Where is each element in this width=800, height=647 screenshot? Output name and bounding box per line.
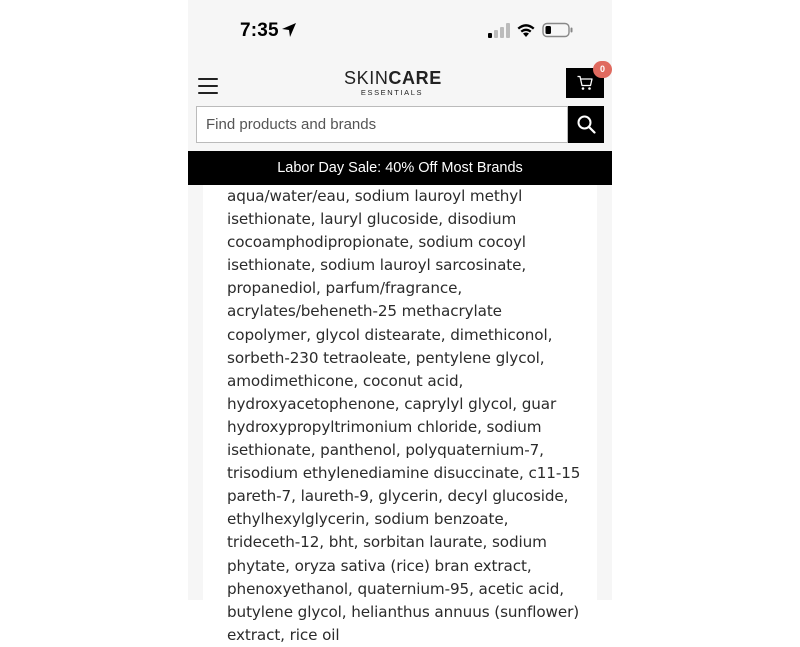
search-button[interactable]	[568, 106, 604, 143]
promo-banner[interactable]: Labor Day Sale: 40% Off Most Brands	[188, 151, 612, 185]
shopping-cart-icon	[577, 75, 593, 91]
logo-wordmark: SKINCARE	[344, 68, 442, 88]
hamburger-menu-icon[interactable]	[198, 78, 218, 94]
wifi-icon	[516, 22, 536, 38]
battery-icon	[542, 22, 574, 38]
logo-subtitle: ESSENTIALS	[360, 88, 424, 97]
cart-count-badge: 0	[593, 61, 612, 78]
ingredients-card	[203, 185, 597, 644]
ingredients-text: aqua/water/eau, sodium lauroyl methyl isethionate, lauryl glucoside, disodium cocoamphodipropionate, sodium cocoyl isethionate, sodium lauroyl sarcosinate, propanediol, parfum/fragrance, acrylates/beheneth-25 methacrylate copolymer, glycol distearate, dimethiconol, sorbeth-230 tetraoleate, pentylene glycol, amodimethicone, coconut acid, hydroxyacetophenone, caprylyl glycol, guar hydroxypropyltrimonium chloride, sodium isethionate, panthenol, polyquaternium-7, trisodium ethylenediamine disuccinate, c11-15 pareth-7, laureth-9, glycerin, decyl glucoside, ethylhexylglycerin, sodium benzoate, trideceth-12, bht, sorbitan laurate, sodium phytate, oryza sativa (rice) bran extract, phenoxyethanol, quaternium-95, acetic acid, butylene glycol, helianthus annuus (sunflower) extract, rice oil	[227, 187, 581, 644]
phone-screen	[188, 0, 612, 644]
status-bar	[188, 0, 612, 60]
status-time: 7:35	[240, 20, 279, 41]
cellular-signal-icon	[488, 23, 510, 38]
search-icon	[577, 115, 596, 134]
location-arrow-icon	[281, 22, 297, 38]
brand-logo[interactable]	[344, 68, 440, 97]
search-input[interactable]	[196, 106, 568, 143]
